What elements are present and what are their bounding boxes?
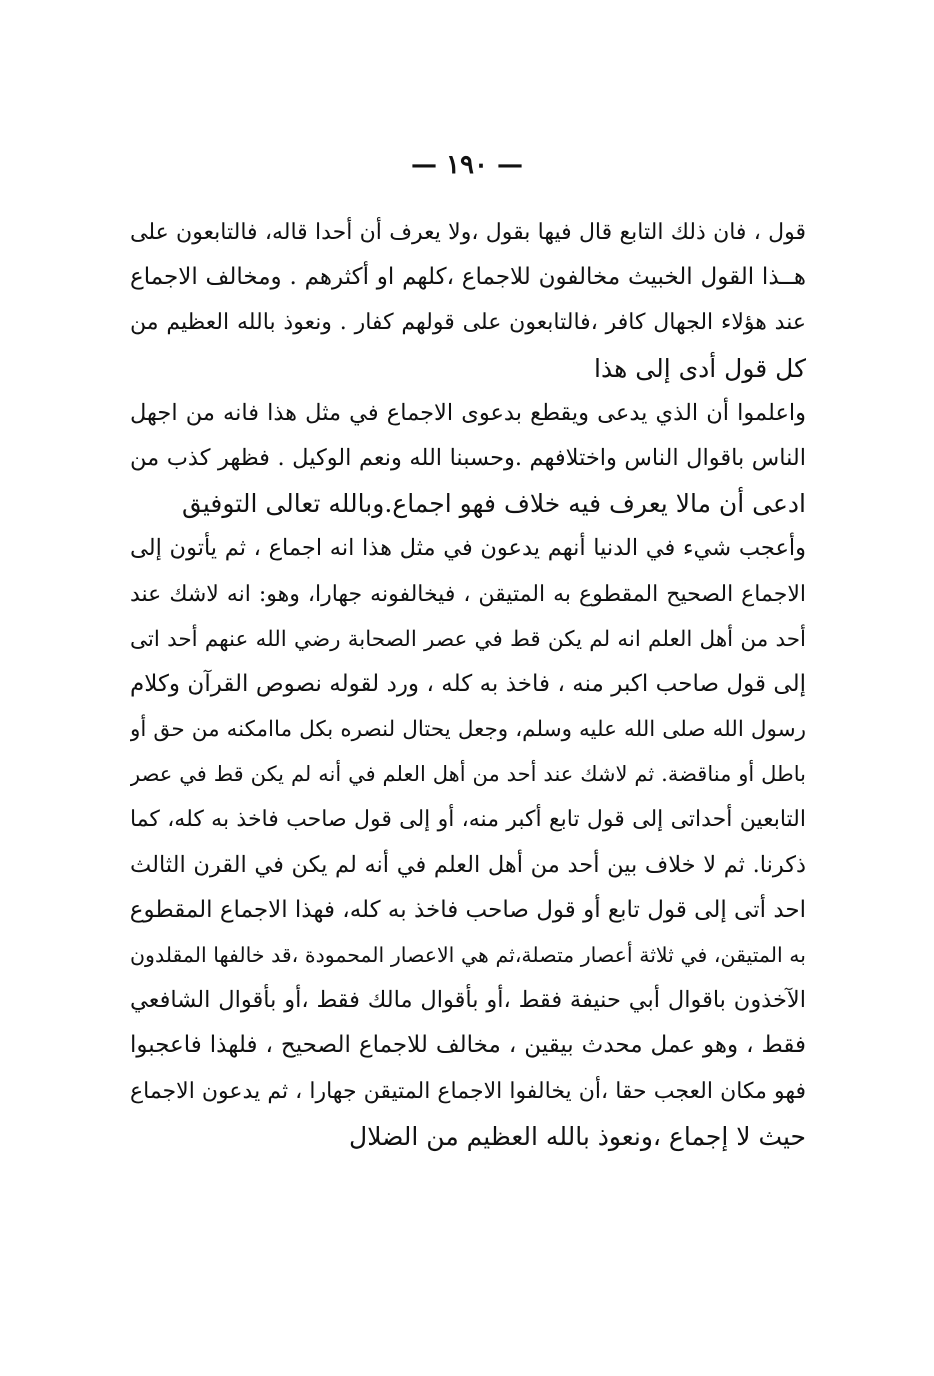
text-line: باطل أو مناقضة. ثم لاشك عند أحد من أهل العلم في أنه لم يكن قط في عصر bbox=[130, 762, 806, 787]
body-text bbox=[130, 210, 806, 1159]
text-line: هــذا القول الخبيث مخالفون للاجماع ،كلهم او أكثرهم . ومخالف الاجماع bbox=[130, 264, 806, 291]
text-line: ذكرنا. ثم لا خلاف بين أحد من أهل العلم في أنه لم يكن في القرن الثالث bbox=[130, 851, 806, 878]
text-line: به المتيقن، في ثلاثة أعصار متصلة،ثم هي الاعصار المحمودة ،قد خالفها المقلدون bbox=[130, 943, 806, 967]
text-line: الاجماع الصحيح المقطوع به المتيقن ، فيخالفونه جهارا، وهو: انه لاشك عند bbox=[130, 581, 806, 607]
text-line: عند هؤلاء الجهال كافر ،فالتابعون على قولهم كفار . ونعوذ بالله العظيم من bbox=[130, 310, 806, 336]
text-line: الناس باقوال الناس واختلافهم .وحسبنا الله ونعم الوكيل . فظهر كذب من bbox=[130, 444, 806, 471]
text-line: احد أتى إلى قول تابع أو قول صاحب فاخذ به كله، فهذا الاجماع المقطوع bbox=[130, 896, 806, 923]
text-line: وأعجب شيء في الدنيا أنهم يدعون في مثل هذا انه اجماع ، ثم يأتون إلى bbox=[130, 535, 806, 562]
text-line: التابعين أحداتى إلى قول تابع أكبر منه، أو إلى قول صاحب فاخذ به كله، كما bbox=[130, 807, 806, 833]
text-line: إلى قول صاحب اكبر منه ، فاخذ به كله ، ورد لقوله نصوص القرآن وكلام bbox=[130, 670, 806, 697]
text-line: أحد من أهل العلم انه لم يكن قط في عصر الصحابة رضي الله عنهم أحد اتى bbox=[130, 626, 806, 652]
text-line: حيث لا إجماع ،ونعوذ بالله العظيم من الضلال bbox=[349, 1121, 806, 1151]
text-line: فهو مكان العجب حقا ،أن يخالفوا الاجماع المتيقن جهارا ، ثم يدعون الاجماع bbox=[130, 1078, 806, 1104]
text-line: رسول الله صلى الله عليه وسلم، وجعل يحتال لنصره بكل ماامكنه من حق أو bbox=[130, 717, 806, 743]
text-line: ادعى أن مالا يعرف فيه خلاف فهو اجماع.وبالله تعالى التوفيق bbox=[182, 489, 806, 519]
text-line: الآخذون باقوال أبي حنيفة فقط ،أو بأقوال مالك فقط ،أو بأقوال الشافعي bbox=[130, 987, 806, 1014]
page-number: — ١٩٠ — bbox=[410, 150, 524, 180]
text-line: واعلموا أن الذي يدعى ويقطع بدعوى الاجماع في مثل هذا فانه من اجهل bbox=[130, 399, 806, 426]
text-line: كل قول أدى إلى هذا bbox=[594, 353, 806, 383]
text-line: قول ، فان ذلك التابع قال فيها بقول ،ولا يعرف أن أحدا قاله، فالتابعون على bbox=[130, 220, 806, 245]
text-line: فقط ، وهو عمل محدث بيقين ، مخالف للاجماع الصحيح ، فلهذا فاعجبوا bbox=[130, 1032, 806, 1059]
